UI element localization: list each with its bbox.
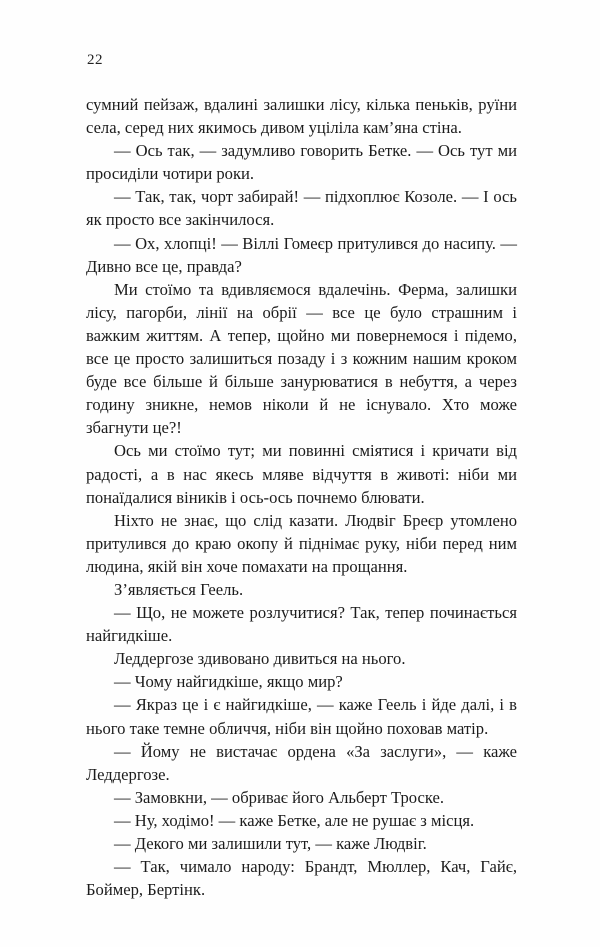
paragraph: — Ну, ходімо! — каже Бетке, але не рушає з місця. <box>114 810 475 830</box>
paragraph: Ми стоїмо та вдивляємося вдалечінь. Ферма, залишки лісу, пагорби, лінії на обрії — все це було страшним і важким життям. А тепер, щойно ми повернемося і підемо, все це просто залишиться позаду і з кожним нашим кроком буде все більше й більше занурюватися в небуття, а через годину зникне, немов ніколи й не існувало. Хто може збагнути це?! <box>86 279 517 438</box>
paragraph: — Декого ми залишили тут, — каже Людвіг. <box>114 834 427 853</box>
paragraph: — Чому найгидкіше, якщо мир? <box>114 672 343 692</box>
paragraph: — Так, так, чорт забирай! — підхоплює Козоле. — І ось як просто все закінчилося. <box>86 187 517 230</box>
paragraph: З’являється Геель. <box>114 579 244 599</box>
paragraph: — Що, не можете розлучитися? Так, тепер починається найгидкіше. <box>86 603 517 646</box>
paragraph: Ось ми стоїмо тут; ми повинні сміятися і кричати від радості, а в нас якесь мляве відчуття в животі: ніби ми понаїдалися віників і ось-ось почнемо блювати. <box>86 441 517 507</box>
paragraph: — Ось так, — задумливо говорить Бетке. — Ось тут ми просиділи чотири роки. <box>86 141 517 184</box>
paragraph: — Якраз це і є найгидкіше, — каже Геель і йде далі, і в нього таке темне обличчя, ніби він щойно поховав матір. <box>86 695 517 738</box>
page-text-block <box>86 93 517 901</box>
paragraph: Ніхто не знає, що слід казати. Людвіг Бреєр утомлено притулився до краю окопу й піднімає руку, ніби перед ним людина, якій він хоче помахати на прощання. <box>86 510 517 576</box>
paragraph: — Так, чимало народу: Брандт, Мюллер, Кач, Гайє, Боймер, Бертінк. <box>86 857 517 900</box>
paragraph: Леддергозе здивовано дивиться на нього. <box>114 649 406 669</box>
paragraph: — Замовкни, — обриває його Альберт Троске. <box>114 787 445 807</box>
paragraph: — Ох, хлопці! — Віллі Гомеєр притулився до насипу. — Дивно все це, правда? <box>86 233 517 276</box>
page-number: 22 <box>87 52 103 68</box>
paragraph: сумний пейзаж, вдалині залишки лісу, кілька пеньків, руїни села, серед них якимось дивом уціліла кам’яна стіна. <box>86 95 517 138</box>
paragraph: — Йому не вистачає ордена «За заслуги», — каже Леддергозе. <box>86 741 517 784</box>
